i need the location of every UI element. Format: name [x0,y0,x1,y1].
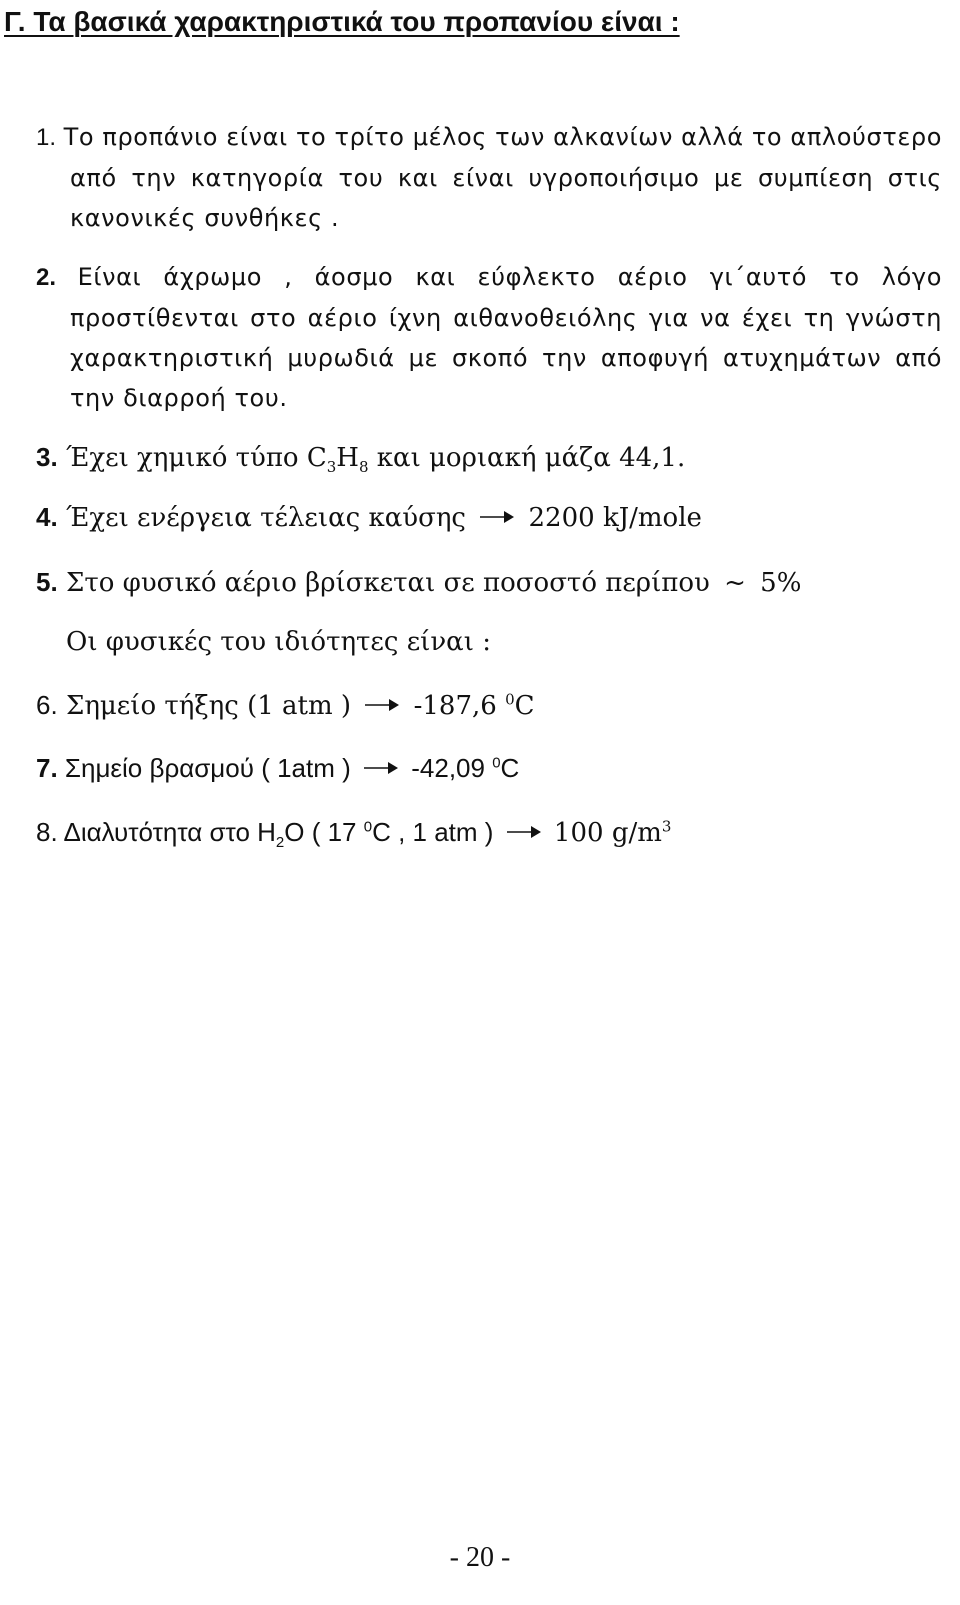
arrow-right-icon [363,697,401,713]
item-text: Είναι άχρωμο , άοσμο και εύφλεκτο αέριο γι΄αυτό το λόγο προστίθενται στο αέριο ίχνη αιθανοθειόλης για να έχει τη γνώστη χαρακτηριστική μυρωδιά με σκοπό την αποφυγή ατυχημάτων από την διαρροή του. [70,263,942,412]
item-number: 7. [36,753,58,783]
item-value: -187,6 $^0$C [413,690,535,721]
list-item-4 [36,497,702,538]
item-text: Έχει χημικό τύπο $C_3H_8$ και μοριακή μάζα 44,1. [65,443,686,477]
arrow-right-icon [478,509,516,525]
item-text: Το προπάνιο είναι το τρίτο μέλος των αλκανίων αλλά το απλούστερο από την κατηγορία του και είναι υγροποιήσιμο με συμπίεση στις κανονικές συνθήκες . [63,123,943,232]
page-number: - 20 - [449,1542,511,1573]
item-number: 4. [36,502,58,532]
list-item-3 [36,437,685,478]
arrow-right-icon [362,760,400,776]
item-text: Έχει ενέργεια τέλειας καύσης [65,503,466,533]
item-text: Σημείο τήξης (1 atm ) [65,691,352,721]
list-item-2 [36,257,942,418]
item-number: 8. [36,817,58,847]
item-number: 5. [36,567,58,597]
approx-symbol: ~ [724,568,746,598]
item-number: 3. [36,442,58,472]
list-item-8 [36,812,671,853]
section-heading: Γ. Τα βασικά χαρακτηριστικά του προπανίου είναι : [4,6,680,37]
list-item-6 [36,685,535,726]
arrow-right-icon [505,824,543,840]
list-item-7 [36,748,519,788]
item-value: 5% [760,568,802,598]
item-number: 6. [36,690,58,720]
item-text: Σημείο βρασμού ( 1atm ) [64,753,351,783]
item-value: -42,09 $^0$C [411,753,520,783]
item-number: 1. [36,124,57,151]
properties-intro: Οι φυσικές του ιδιότητες είναι : [66,627,491,657]
list-item-5 [36,562,801,603]
item-text: Στο φυσικό αέριο βρίσκεται σε ποσοστό περίπου [65,568,710,598]
item-value: 100 $g/m^3$ [553,817,672,848]
item-text: Διαλυτότητα στο $H_2O$ ( 17 $^0$C , 1 atm ) [63,817,494,852]
item-value: 2200 kJ/mole [528,503,702,533]
item-number: 2. [36,264,57,291]
list-item-1 [36,117,942,238]
